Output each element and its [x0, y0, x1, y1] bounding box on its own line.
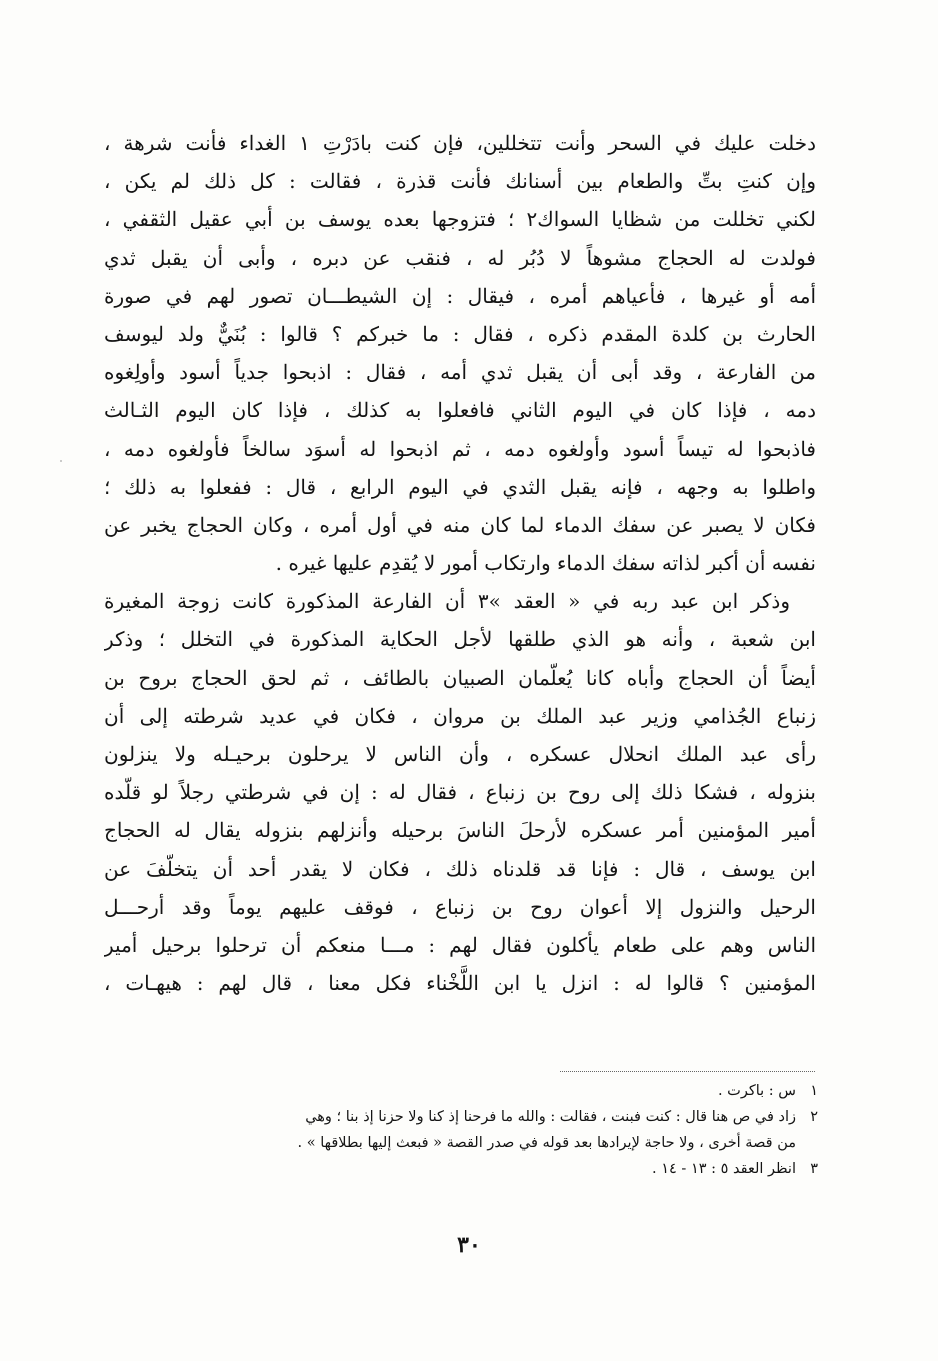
- text-line: الناس وهم على طعام يأكلون فقال لهم : مـــا منعكم أن ترحلوا برحيل أمير: [104, 932, 816, 957]
- main-text: [104, 124, 816, 1002]
- footnote: [110, 1078, 818, 1104]
- text-line: رأى عبد الملك انحلال عسكره ، وأن الناس لا يرحلون برحيـله ولا ينزلون: [104, 742, 816, 766]
- footnote-continuation: [110, 1130, 818, 1156]
- text-line: أمه أو غيرها ، فأعياهم أمره ، فيقال : إن الشيطـــان تصور لهم في صورة: [104, 283, 816, 308]
- text-line: فاذبحوا له تيساً أسود وأولغوه دمه ، ثم اذبحوا له أسوَد سالخاً فأولغوه دمه ،: [104, 436, 816, 461]
- text-line: الرحيل والنزول إلا أعوان روح بن زنباع ، فوقف عليهم يوماً وقد أرحـــل: [104, 894, 816, 919]
- paragraph-start-line: وذكر ابن عبد ربه في « العقد »٣ أن الفارعة المذكورة كانت زوجة المغيرة: [104, 589, 790, 614]
- text-line: فكان لا يصبر عن سفك الدماء لما كان منه في أول أمره ، وكان الحجاج يخبر عن: [104, 512, 816, 537]
- footnote-text: من قصة أخرى ، ولا حاجة لإيرادها بعد قوله في صدر القصة « فبعث إليها بطلاقها » .: [297, 1135, 796, 1151]
- text-line: فولدت له الحجاج مشوهاً لا دُبُر له ، فنقب عن دبره ، وأبى أن يقبل ثدي: [104, 245, 816, 270]
- footnote-number: ٢: [810, 1109, 818, 1125]
- text-line: أيضاً أن الحجاج وأباه كانا يُعلّمان الصبيان بالطائف ، ثم لحق الحجاج بروح بن: [104, 665, 816, 690]
- page-number: ٣٠: [457, 1232, 481, 1258]
- text-line: من الفارعة ، وقد أبى أن يقبل ثدي أمه ، فقال : اذبحوا جدياً أسود وأولِغوه: [104, 360, 816, 385]
- text-line: الحارث بن كلدة المقدم ذكره ، فقال : ما خبركم ؟ قالوا : بُنَيٌّ ولد ليوسف: [104, 321, 816, 346]
- footnote-text: انظر العقد ٥ : ١٣ - ١٤ .: [652, 1161, 796, 1177]
- footnote-text: زاد في ص هنا قال : كنت فبنت ، فقالت : والله ما فرحنا إذ كنا ولا حزنا إذ بنا ؛ وهي: [305, 1109, 796, 1125]
- footnote: [110, 1156, 818, 1182]
- text-line: ابن شعبة ، وأنه هو الذي طلقها لأجل الحكاية المذكورة في التخلل ؛ وذكر: [104, 627, 816, 652]
- paper-speck: [60, 460, 62, 462]
- text-line: دخلت عليك في السحر وأنت تتخللين، فإن كنت بادَرْتِ ١ الغداء فأنت شرهة ،: [104, 131, 816, 155]
- text-line: بنزوله ، فشكا ذلك إلى روح بن زنباع ، فقال له : إن في شرطتي رجلاً لو قلّده: [104, 780, 816, 805]
- footnotes: [110, 1078, 818, 1182]
- footnote-number: ١: [810, 1083, 818, 1099]
- text-line: دمه ، فإذا كان في اليوم الثاني فافعلوا به كذلك ، فإذا كان اليوم الثـالث: [104, 398, 816, 423]
- text-line: ابن يوسف ، قال : فإنا قد قلدناه ذلك ، فكان لا يقدر أحد أن يتخلّفَ عن: [104, 856, 816, 881]
- text-line: وإن كنتِ بتِّ والطعام بين أسنانك فأنت قذرة ، فقالت : كل ذلك لم يكن ،: [104, 169, 816, 194]
- footnote-divider: [560, 1071, 815, 1072]
- footnote-text: س : باكرت .: [717, 1083, 796, 1099]
- footnote: [110, 1104, 818, 1130]
- text-line: أمير المؤمنين أمر عسكره لأرحلَ الناسَ برحيله وأنزلهم بنزوله يقال له الحجاج: [104, 818, 816, 843]
- text-line: لكني تخللت من شظايا السواك٢ ؛ فتزوجها بعده يوسف بن أبي عقيل الثقفي ،: [104, 207, 816, 232]
- text-line: نفسه أن أكبر لذاته سفك الدماء وارتكاب أمور لا يُقدِم عليها غيره .: [275, 551, 816, 576]
- footnote-number: ٣: [810, 1161, 818, 1177]
- text-line: واطلوا به وجهه ، فإنه يقبل الثدي في اليوم الرابع ، قال : ففعلوا به ذلك ؛: [104, 474, 816, 499]
- text-line: زنباع الجُذامي وزير عبد الملك بن مروان ، فكان في عديد شرطته إلى أن: [104, 703, 816, 728]
- text-line: المؤمنين ؟ قالوا له : انزل يا ابن اللَّخْناء فكل معنا ، قال لهم : هيهـات ،: [104, 971, 816, 996]
